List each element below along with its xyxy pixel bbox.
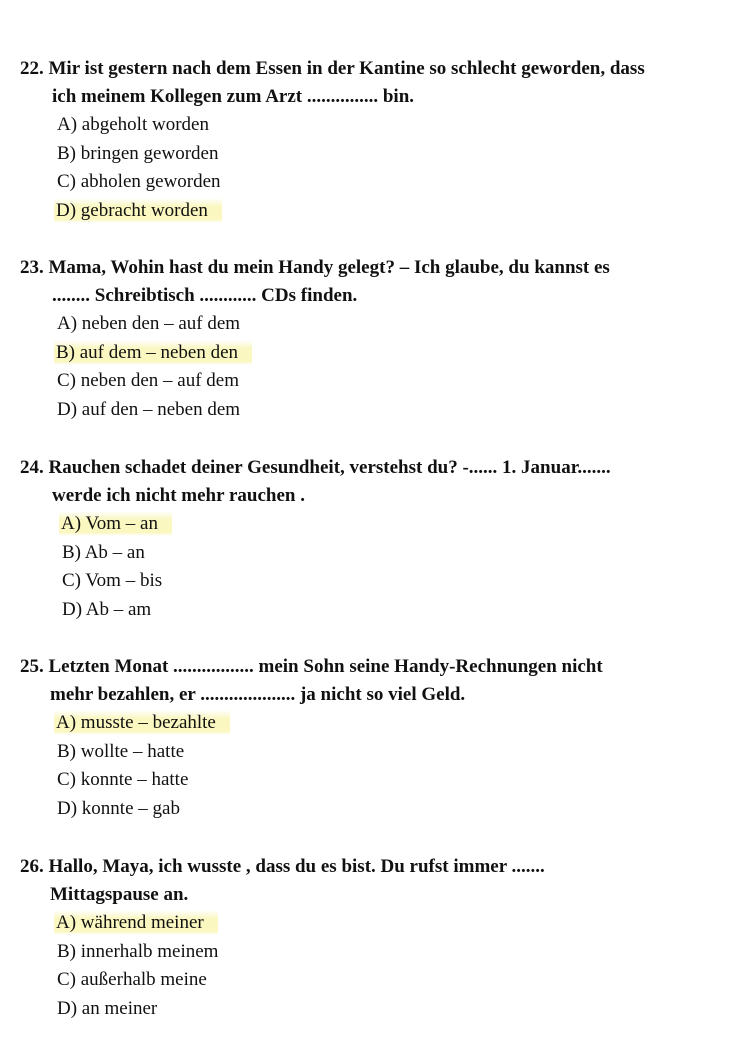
question-number: 23. xyxy=(20,257,44,278)
answer-options xyxy=(20,111,745,225)
option-d-highlighted[interactable]: D) gebracht worden xyxy=(20,197,745,226)
option-a[interactable]: A) abgeholt worden xyxy=(57,114,209,135)
answer-options xyxy=(20,510,745,624)
question-text-line-2: ........ Schreibtisch ............ CDs finden. xyxy=(52,285,358,306)
answer-options xyxy=(20,909,745,1023)
question-text-line-2: ich meinem Kollegen zum Arzt ............... bin. xyxy=(52,86,415,107)
option-c[interactable]: C) neben den – auf dem xyxy=(57,370,240,391)
option-b[interactable]: B) bringen geworden xyxy=(57,142,219,164)
question-number: 26. xyxy=(20,856,44,877)
question-22 xyxy=(20,55,745,225)
option-c[interactable]: C) außerhalb meine xyxy=(57,969,207,990)
question-text-line-2: Mittagspause an. xyxy=(50,884,189,905)
question-text-line-1: Hallo, Maya, ich wusste , dass du es bist. Du rufst immer ....... xyxy=(48,856,545,877)
question-25 xyxy=(20,653,745,823)
answer-options xyxy=(20,709,745,823)
option-a-highlighted[interactable]: A) Vom – an xyxy=(20,510,745,539)
question-text-line-1: Rauchen schadet deiner Gesundheit, verstehst du? -...... 1. Januar....... xyxy=(48,457,611,478)
option-d[interactable]: D) an meiner xyxy=(57,997,158,1019)
option-c[interactable]: C) konnte – hatte xyxy=(57,769,189,790)
option-c[interactable]: C) abholen geworden xyxy=(57,171,221,192)
question-26 xyxy=(20,853,745,1023)
option-b-highlighted[interactable]: B) auf dem – neben den xyxy=(20,339,745,368)
question-text-line-2: werde ich nicht mehr rauchen . xyxy=(52,485,305,506)
option-b[interactable]: B) innerhalb meinem xyxy=(57,940,219,962)
option-d[interactable]: D) auf den – neben dem xyxy=(57,398,241,420)
option-d[interactable]: D) konnte – gab xyxy=(57,797,180,819)
question-24 xyxy=(20,454,745,624)
option-a-highlighted[interactable]: A) musste – bezahlte xyxy=(20,709,745,738)
answer-options xyxy=(20,310,745,424)
option-b[interactable]: B) wollte – hatte xyxy=(57,740,185,762)
question-23 xyxy=(20,254,745,424)
question-text-line-1: Mir ist gestern nach dem Essen in der Kantine so schlecht geworden, dass xyxy=(48,58,645,79)
question-number: 24. xyxy=(20,457,44,478)
question-number: 22. xyxy=(20,58,44,79)
question-text-line-2: mehr bezahlen, er .................... ja nicht so viel Geld. xyxy=(50,684,466,705)
question-text-line-1: Mama, Wohin hast du mein Handy gelegt? – Ich glaube, du kannst es xyxy=(48,257,610,278)
question-text-line-1: Letzten Monat ................. mein Sohn seine Handy-Rechnungen nicht xyxy=(48,656,603,677)
option-a[interactable]: A) neben den – auf dem xyxy=(57,313,241,334)
option-c[interactable]: C) Vom – bis xyxy=(62,570,163,591)
option-a-highlighted[interactable]: A) während meiner xyxy=(20,909,745,938)
question-number: 25. xyxy=(20,656,44,677)
option-b[interactable]: B) Ab – an xyxy=(62,541,145,563)
option-d[interactable]: D) Ab – am xyxy=(62,598,152,620)
